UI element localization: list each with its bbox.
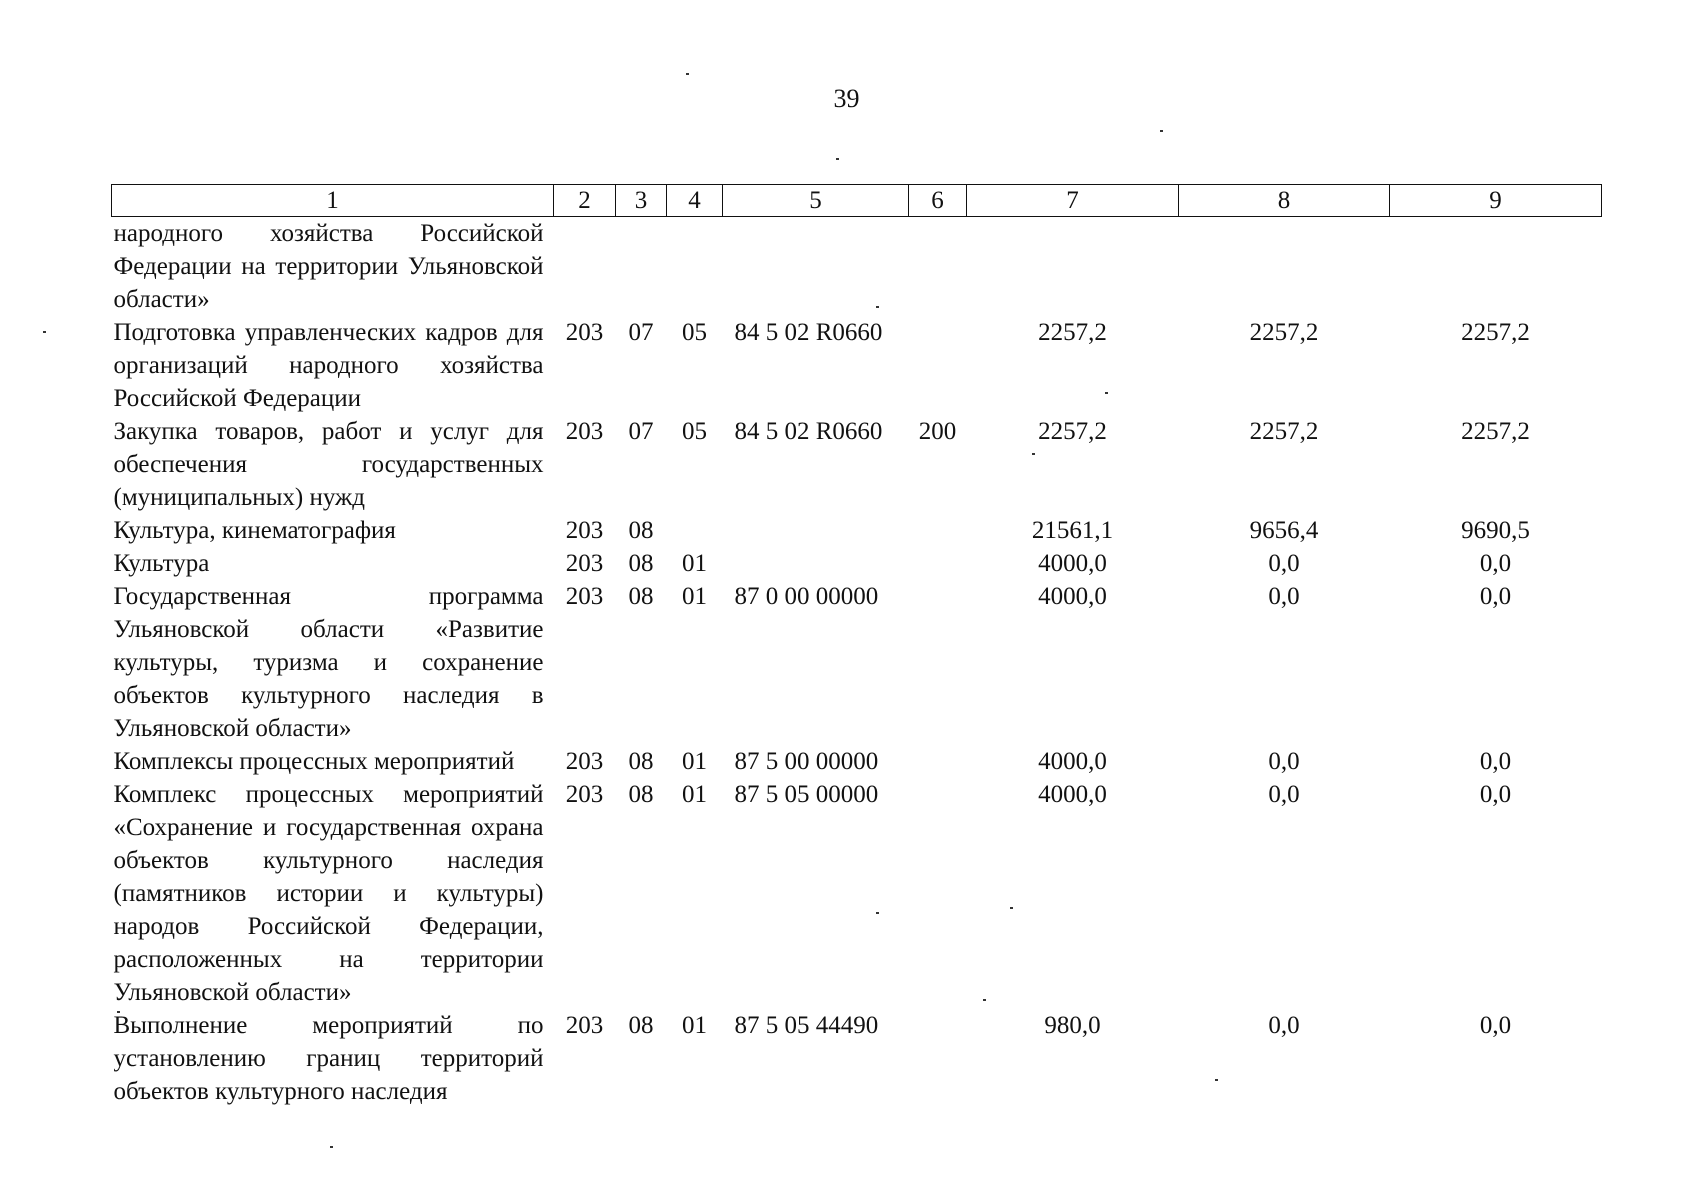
scan-speck [1160, 130, 1163, 132]
row-code-5: 87 0 00 00000 [734, 583, 879, 610]
row-name: народного хозяйства Российской Федерации на территории Ульяновской области» [113, 220, 544, 313]
scan-speck [836, 158, 839, 160]
header-col-5: 5 [723, 185, 909, 217]
page-number: 39 [833, 84, 860, 113]
header-col-7: 7 [967, 185, 1179, 217]
row-amount-8: 9656,4 [1249, 517, 1319, 544]
row-name: Подготовка управленческих кадров для организаций народного хозяйства Российской Федерации [113, 319, 544, 412]
table-row [112, 778, 1602, 1009]
row-code-6 [909, 778, 967, 1009]
row-name: Закупка товаров, работ и услуг для обеспечения государственных (муниципальных) нужд [113, 418, 544, 511]
row-code-6 [909, 1009, 967, 1108]
row-amount-9: 0,0 [1479, 1012, 1512, 1039]
row-code-3: 08 [628, 748, 654, 775]
row-code-2: 203 [565, 517, 604, 544]
table-row [112, 1009, 1602, 1108]
budget-table [111, 184, 1602, 1108]
row-amount-7: 4000,0 [1038, 748, 1107, 775]
row-name: Культура [113, 550, 210, 577]
row-amount-8: 2257,2 [1249, 418, 1319, 445]
row-amount-8: 0,0 [1268, 748, 1300, 775]
column-number-header [112, 185, 1602, 217]
row-code-6: 200 [918, 418, 957, 445]
row-code-5 [723, 514, 909, 547]
row-code-6 [909, 316, 967, 415]
row-code-2: 203 [565, 1012, 604, 1039]
row-code-4 [667, 217, 723, 317]
row-amount-8: 0,0 [1268, 550, 1300, 577]
header-col-2: 2 [554, 185, 616, 217]
row-code-5 [723, 217, 909, 317]
row-code-2: 203 [565, 418, 604, 445]
row-code-4: 05 [682, 319, 707, 346]
scan-speck [43, 331, 46, 333]
row-code-3: 08 [628, 781, 654, 808]
table-row [112, 415, 1602, 514]
row-amount-9: 0,0 [1479, 583, 1512, 610]
header-col-1: 1 [112, 185, 554, 217]
table-row [112, 217, 1602, 317]
row-code-5: 87 5 05 44490 [734, 1012, 879, 1039]
row-code-2: 203 [565, 319, 604, 346]
row-code-4: 01 [682, 1012, 707, 1039]
row-code-6 [909, 580, 967, 745]
row-code-4: 01 [682, 550, 707, 577]
row-amount-7: 4000,0 [1038, 550, 1107, 577]
row-amount-8: 0,0 [1268, 1012, 1300, 1039]
row-code-3 [616, 217, 667, 317]
row-code-5: 84 5 02 R0660 [734, 418, 883, 445]
row-amount-7: 2257,2 [1038, 418, 1107, 445]
row-code-6 [909, 217, 967, 317]
header-col-4: 4 [667, 185, 723, 217]
row-amount-7: 4000,0 [1038, 583, 1107, 610]
row-code-2: 203 [565, 781, 604, 808]
row-amount-7: 980,0 [1044, 1012, 1101, 1039]
row-code-3: 08 [628, 1012, 654, 1039]
row-amount-8 [1179, 217, 1390, 317]
row-name: Государственная программа Ульяновской области «Развитие культуры, туризма и сохранение объектов культурного наследия в Ульяновской области» [113, 583, 544, 742]
row-code-3: 07 [628, 319, 654, 346]
row-code-6 [909, 745, 967, 778]
row-code-3: 08 [628, 550, 654, 577]
header-col-6: 6 [909, 185, 967, 217]
table-row [112, 547, 1602, 580]
header-col-9: 9 [1390, 185, 1602, 217]
row-code-4: 01 [682, 748, 707, 775]
row-code-5: 84 5 02 R0660 [734, 319, 883, 346]
row-amount-7: 21561,1 [1031, 517, 1114, 544]
row-code-4: 05 [682, 418, 707, 445]
row-amount-7: 2257,2 [1038, 319, 1107, 346]
row-amount-9 [1390, 217, 1602, 317]
row-code-5 [723, 547, 909, 580]
row-amount-8: 0,0 [1268, 583, 1300, 610]
row-code-2: 203 [565, 550, 604, 577]
table-row [112, 580, 1602, 745]
row-amount-8: 2257,2 [1249, 319, 1319, 346]
header-col-3: 3 [616, 185, 667, 217]
row-name: Культура, кинематография [113, 517, 396, 544]
row-amount-9: 0,0 [1479, 748, 1512, 775]
row-code-6 [909, 514, 967, 547]
row-amount-9: 2257,2 [1461, 319, 1530, 346]
row-code-2: 203 [565, 748, 604, 775]
row-amount-7: 4000,0 [1038, 781, 1107, 808]
row-amount-9: 0,0 [1479, 781, 1512, 808]
row-code-3: 08 [628, 583, 654, 610]
table-row [112, 745, 1602, 778]
row-name: Комплекс процессных мероприятий «Сохранение и государственная охрана объектов культурного наследия (памятников истории и культуры) народов Российской Федерации, расположенных на территории Ульяновской области» [113, 781, 544, 1006]
row-name: Выполнение мероприятий по установлению границ территорий объектов культурного наследия [113, 1012, 544, 1105]
row-code-4: 01 [682, 781, 707, 808]
row-amount-8: 0,0 [1268, 781, 1300, 808]
row-code-3: 07 [628, 418, 654, 445]
row-code-2 [554, 217, 616, 317]
row-name: Комплексы процессных мероприятий [113, 748, 515, 775]
table-row [112, 514, 1602, 547]
row-code-4: 01 [682, 583, 707, 610]
row-amount-7 [967, 217, 1179, 317]
row-code-3: 08 [628, 517, 654, 544]
row-code-6 [909, 547, 967, 580]
scan-speck [330, 1146, 333, 1148]
row-code-5: 87 5 00 00000 [734, 748, 879, 775]
scan-speck [686, 73, 689, 75]
row-amount-9: 9690,5 [1461, 517, 1530, 544]
table-row [112, 316, 1602, 415]
row-code-5: 87 5 05 00000 [734, 781, 879, 808]
row-amount-9: 2257,2 [1461, 418, 1530, 445]
row-code-4 [667, 514, 723, 547]
header-col-8: 8 [1179, 185, 1390, 217]
row-code-2: 203 [565, 583, 604, 610]
row-amount-9: 0,0 [1479, 550, 1512, 577]
